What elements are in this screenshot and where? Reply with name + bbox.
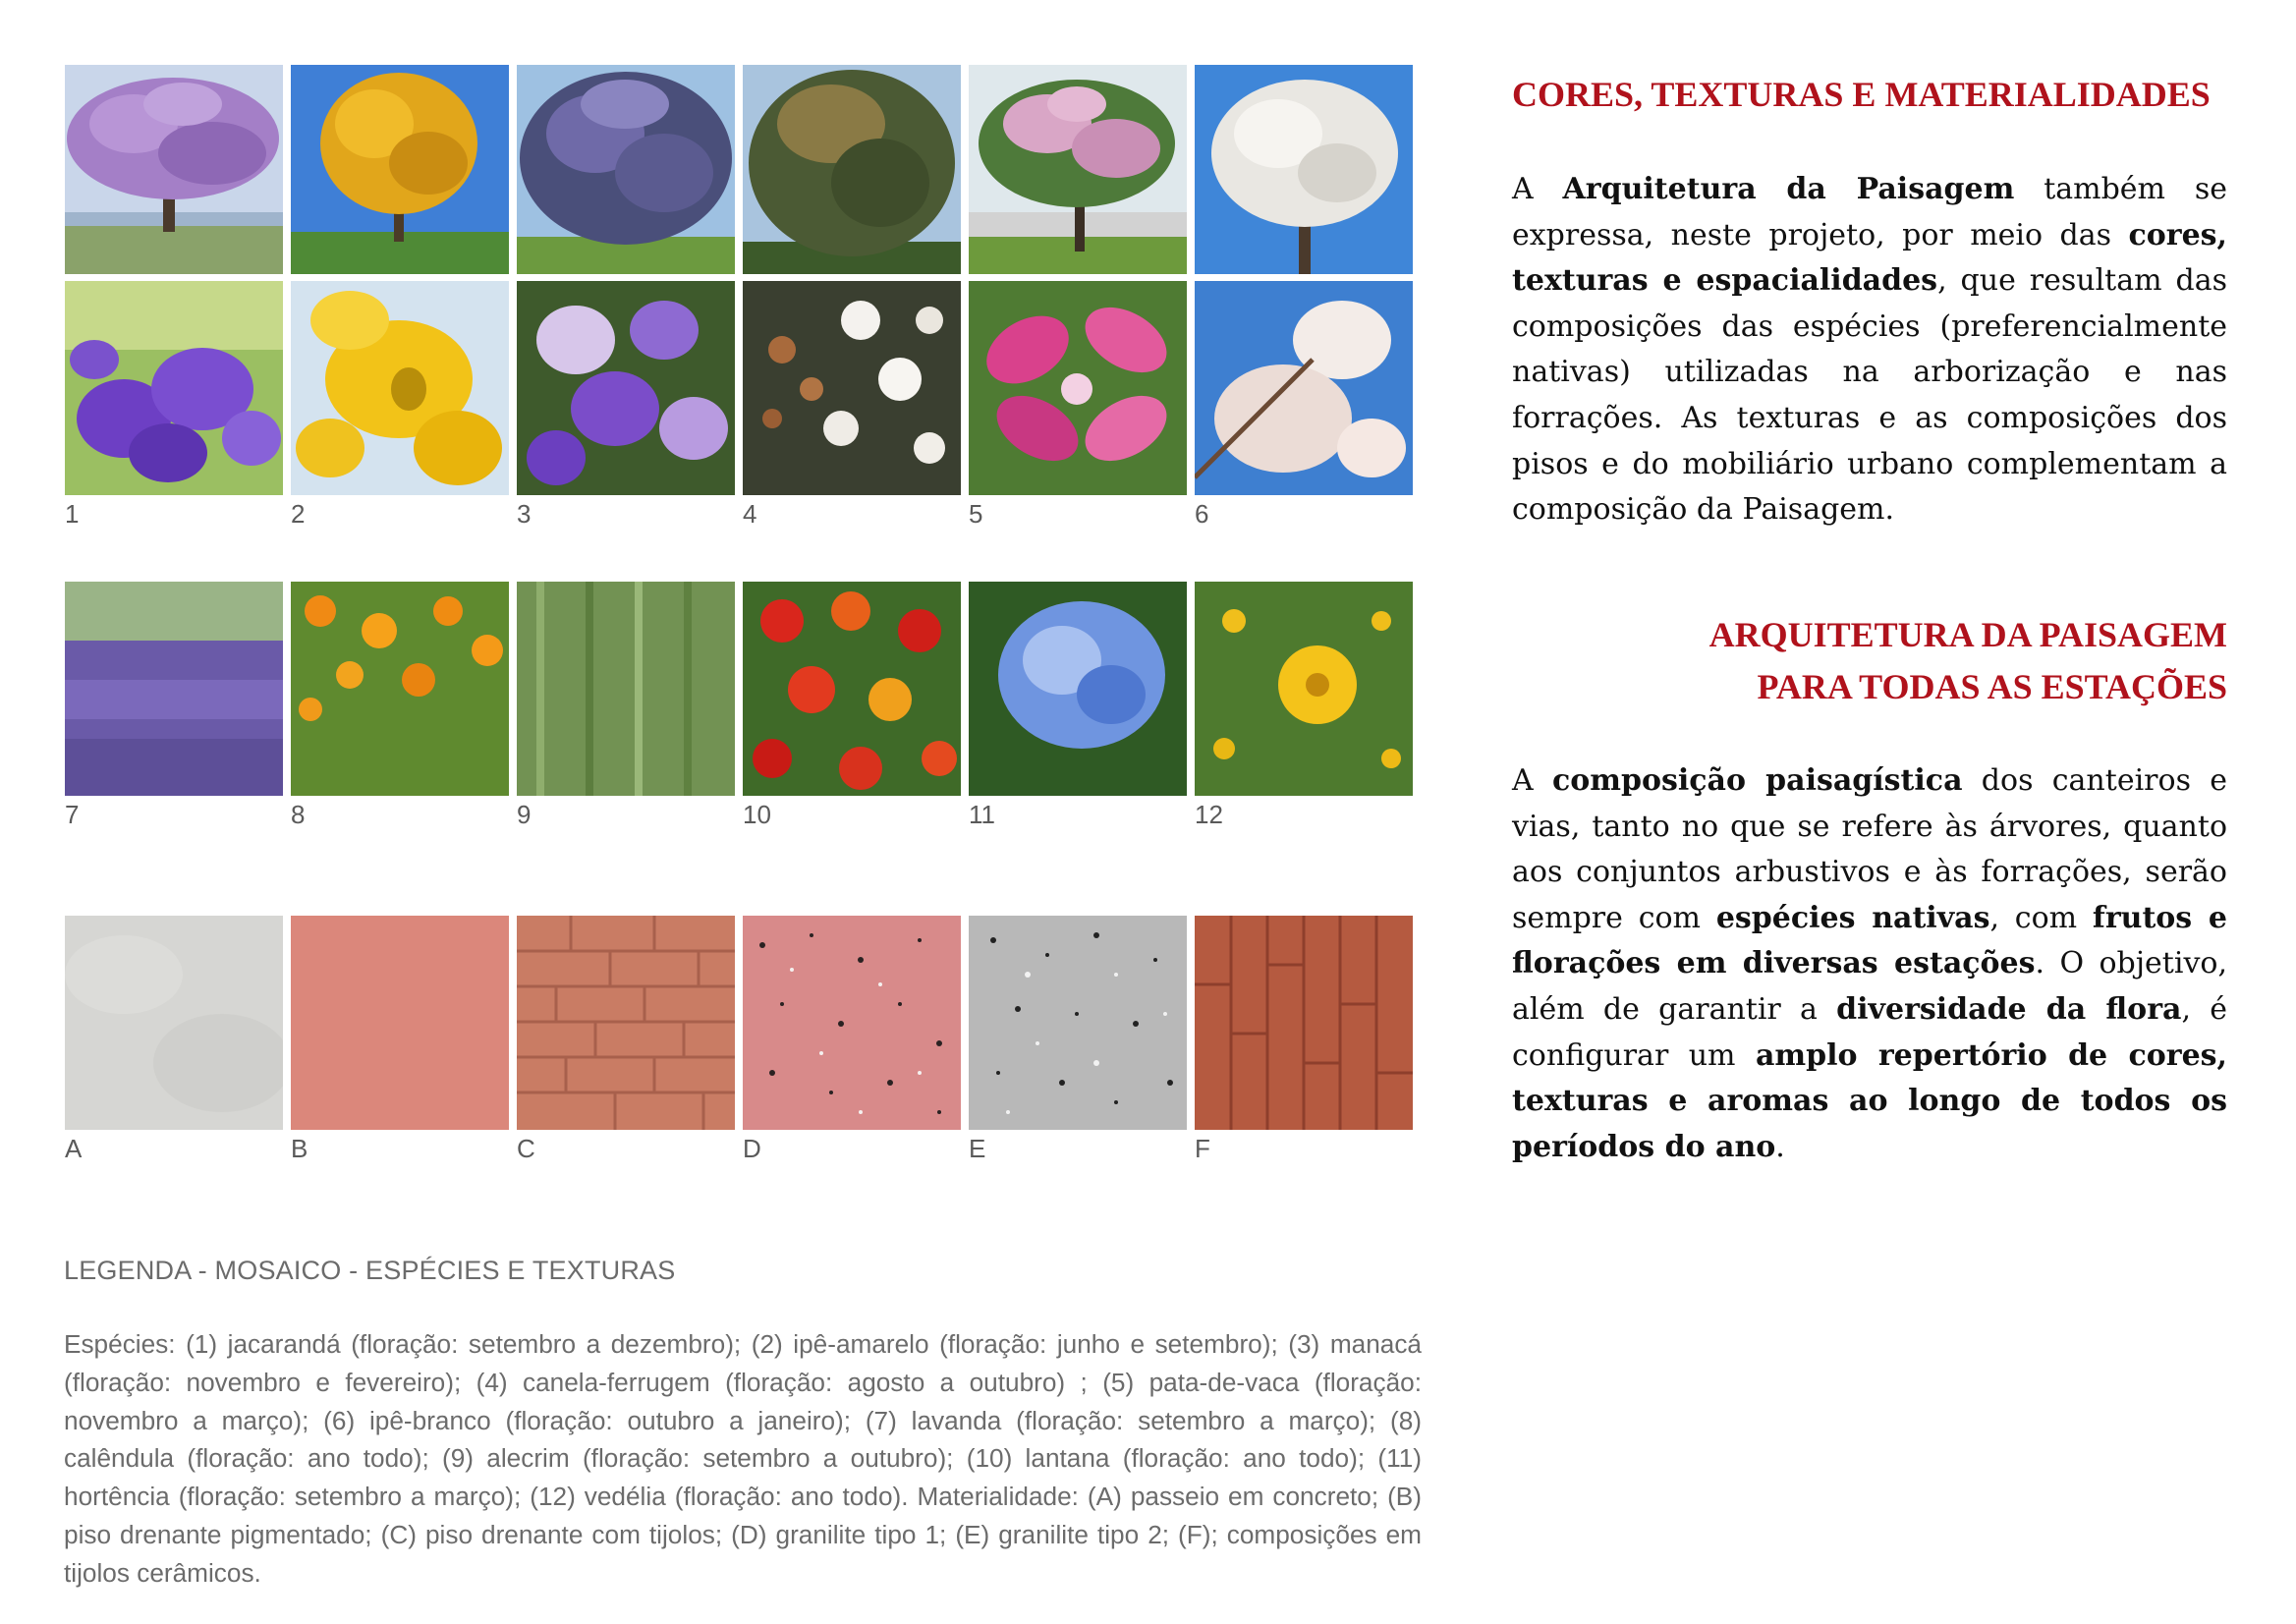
bold-run: amplo repertório de cores, texturas e aromas ao longo de todos os períodos do ano	[1512, 1037, 2227, 1164]
section-heading-estacoes	[1512, 609, 2227, 713]
canela-ferrugem-tree-photo	[743, 65, 961, 274]
canela-ferrugem-flower-photo	[743, 281, 961, 495]
text-run: A	[1512, 172, 1563, 206]
bold-run: Arquitetura da Paisagem	[1562, 172, 2015, 206]
text-run: .	[1775, 1129, 1785, 1164]
bold-run: diversidade da flora	[1836, 991, 2182, 1027]
ipe-amarelo-flower-photo	[291, 281, 509, 495]
species-number: 4	[743, 499, 757, 529]
species-6-ipe-branco	[1195, 65, 1413, 531]
text-run: também se expressa, neste projeto, por meio das	[1512, 172, 2228, 252]
text-run: , que resultam das composições das espécies (preferencialmente nativas) utilizadas na arborização e nas forrações. As texturas e as composições dos pisos e do mobiliário urbano complementam a composição da Paisagem.	[1512, 263, 2227, 528]
texture-letter: B	[291, 1134, 308, 1163]
legend-title: LEGENDA - MOSAICO - ESPÉCIES E TEXTURAS	[64, 1256, 676, 1285]
alecrim-photo	[517, 582, 735, 796]
concrete-texture	[65, 916, 283, 1130]
granilite-1-texture	[743, 916, 961, 1130]
hortencia-photo	[969, 582, 1187, 796]
bold-run: composição paisagística	[1551, 763, 1963, 798]
bold-run: espécies nativas	[1715, 900, 1990, 935]
species-number: 10	[743, 800, 771, 829]
species-8-calendula	[291, 582, 509, 831]
ipe-branco-flower-photo	[1195, 281, 1413, 495]
texture-b-piso-drenante-pigmentado	[291, 916, 509, 1165]
trees-row	[65, 65, 1413, 531]
species-number: 8	[291, 800, 306, 829]
species-12-vedelia	[1195, 582, 1413, 831]
manaca-flower-photo	[517, 281, 735, 495]
plants-row	[65, 582, 1413, 831]
texture-letter: D	[743, 1134, 761, 1163]
bold-run: frutos e florações em diversas estações	[1512, 900, 2227, 981]
calendula-photo	[291, 582, 509, 796]
ceramic-brick-texture	[1195, 916, 1413, 1130]
texture-letter: E	[969, 1134, 986, 1163]
species-9-alecrim	[517, 582, 735, 831]
species-number: 12	[1195, 800, 1223, 829]
pata-de-vaca-flower-photo	[969, 281, 1187, 495]
jacaranda-tree-photo	[65, 65, 283, 274]
text-run: . O objetivo, além de garantir a	[1512, 946, 2227, 1027]
texture-f-tijolos-ceramicos	[1195, 916, 1413, 1165]
texture-d-granilite-1	[743, 916, 961, 1165]
lavanda-photo	[65, 582, 283, 796]
text-run: , com	[1989, 900, 2093, 935]
ipe-branco-tree-photo	[1195, 65, 1413, 274]
species-number: 1	[65, 499, 80, 529]
texture-letter: C	[517, 1134, 535, 1163]
texture-e-granilite-2	[969, 916, 1187, 1165]
species-number: 2	[291, 499, 306, 529]
species-5-pata-de-vaca	[969, 65, 1187, 531]
granilite-2-texture	[969, 916, 1187, 1130]
text-run: dos canteiros e vias, tanto no que se refere às árvores, quanto aos conjuntos arbustivos e às forrações, serão sempre com	[1512, 763, 2227, 935]
species-11-hortencia	[969, 582, 1187, 831]
species-number: 3	[517, 499, 532, 529]
ipe-amarelo-tree-photo	[291, 65, 509, 274]
species-7-lavanda	[65, 582, 283, 831]
texture-a-concreto	[65, 916, 283, 1165]
species-1-jacaranda	[65, 65, 283, 531]
species-number: 11	[969, 800, 995, 829]
brick-draining-texture	[517, 916, 735, 1130]
vedelia-photo	[1195, 582, 1413, 796]
bold-run: cores, texturas e espacialidades	[1512, 217, 2227, 299]
heading-line-2: PARA TODAS AS ESTAÇÕES	[1757, 667, 2227, 706]
manaca-tree-photo	[517, 65, 735, 274]
lantana-photo	[743, 582, 961, 796]
species-3-manaca	[517, 65, 735, 531]
species-10-lantana	[743, 582, 961, 831]
legend-text: Espécies: (1) jacarandá (floração: setembro a dezembro); (2) ipê-amarelo (floração: junho e setembro); (3) manacá (floração: novembro e fevereiro); (4) canela-ferrugem (floração: agosto a outubro) ; (5) pata-de-vaca (floração: novembro a março); (6) ipê-branco (floração: outubro a janeiro); (7) lavanda (floração: setembro a março); (8) calêndula (floração: ano todo); (9) alecrim (floração: setembro a outubro); (10) lantana (floração: ano todo); (11) hortência (floração: setembro a março); (12) vedélia (floração: ano todo). Materialidade: (A) passeio em concreto; (B) piso drenante pigmentado; (C) piso drenante com tijolos; (D) granilite tipo 1; (E) granilite tipo 2; (F); composições em tijolos cerâmicos.	[64, 1329, 1422, 1588]
species-number: 7	[65, 800, 80, 829]
textures-row	[65, 916, 1413, 1165]
right-column	[1512, 69, 2228, 1164]
species-number: 5	[969, 499, 983, 529]
section-paragraph-cores	[1512, 167, 2227, 533]
texture-letter: A	[65, 1134, 83, 1163]
text-run: A	[1512, 763, 1552, 798]
texture-c-piso-drenante-tijolos	[517, 916, 735, 1165]
species-number: 6	[1195, 499, 1209, 529]
texture-letter: F	[1195, 1134, 1210, 1163]
section-heading-cores: CORES, TEXTURAS E MATERIALIDADES	[1512, 75, 2211, 114]
heading-line-1: ARQUITETURA DA PAISAGEM	[1708, 615, 2227, 654]
species-2-ipe-amarelo	[291, 65, 509, 531]
jacaranda-flower-photo	[65, 281, 283, 495]
pigmented-draining-texture	[291, 916, 509, 1130]
legend	[64, 1256, 1422, 1593]
species-4-canela-ferrugem	[743, 65, 961, 531]
species-number: 9	[517, 800, 532, 829]
pata-de-vaca-tree-photo	[969, 65, 1187, 274]
text-run: , é configurar um	[1512, 991, 2227, 1073]
section-paragraph-estacoes	[1512, 758, 2227, 1170]
